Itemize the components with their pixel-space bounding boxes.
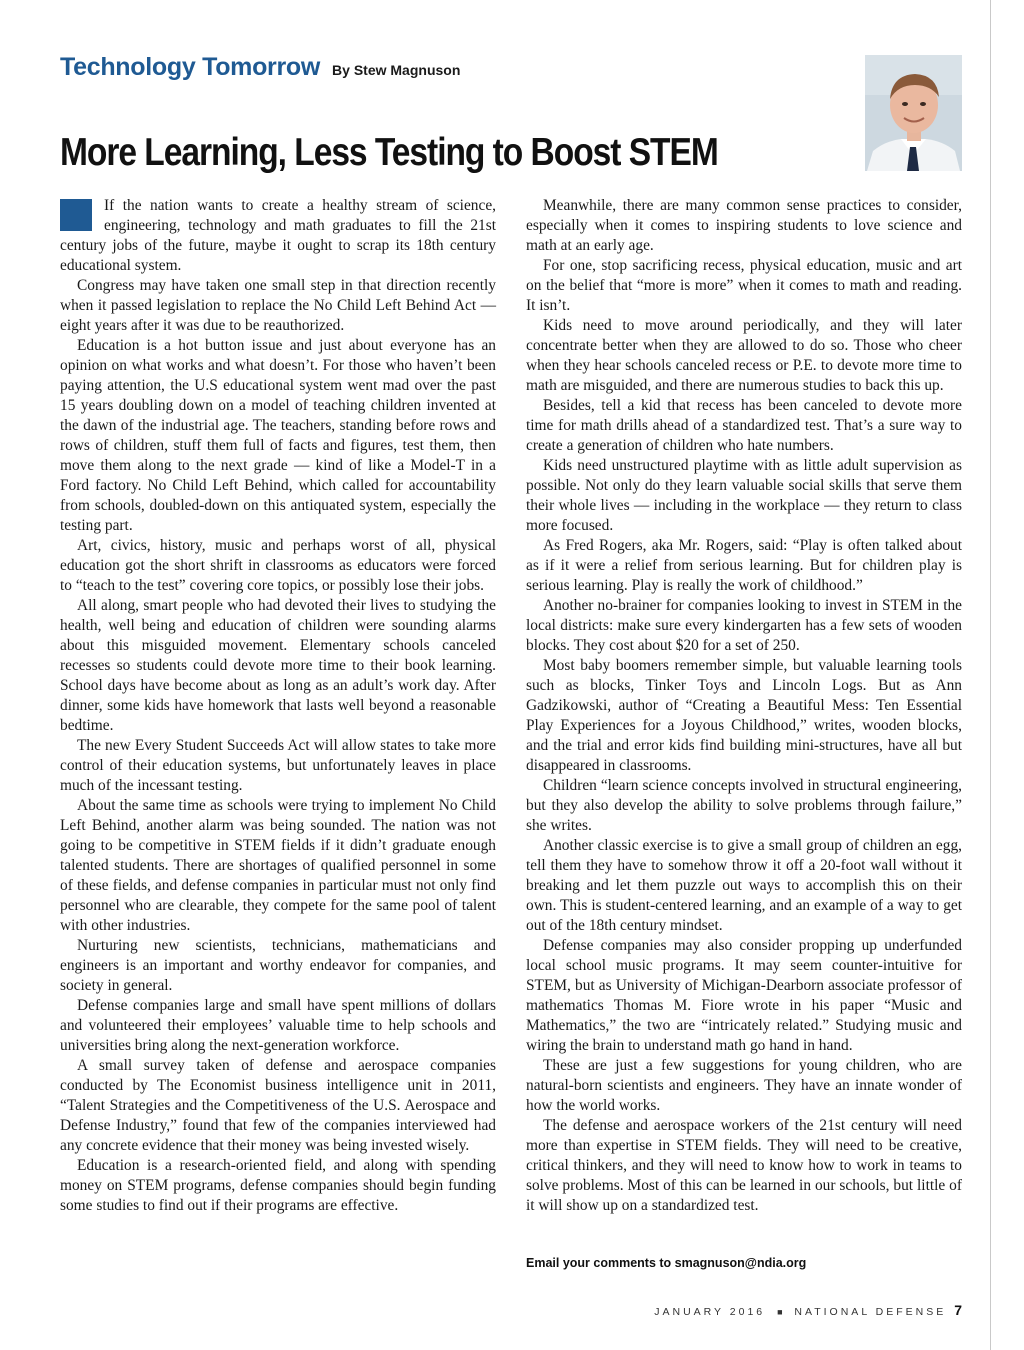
article-paragraph: Besides, tell a kid that recess has been canceled to devote more time for math drills ahead of a standardized test. That’s a sure way to create a generation of children who hate numbers. [526, 397, 962, 454]
article-paragraph: About the same time as schools were trying to implement No Child Left Behind, another alarm was being sounded. The nation was not going to be competitive in STEM fields if it didn’t graduate enough talented students. There are shortages of qualified personnel in some of these fields, and defense companies in particular must not only find personnel who are clearable, they compete for the same pool of talent with other industries. [60, 797, 496, 934]
article-paragraph: Education is a research-oriented field, and along with spending money on STEM programs, defense companies should begin funding some studies to find out if their programs are effective. [60, 1157, 496, 1214]
article-paragraph: Another no-brainer for companies looking to invest in STEM in the local districts: make sure every kindergarten has a few sets of wooden blocks. They cost about $20 for a set of 250. [526, 597, 962, 654]
article-paragraph: Kids need to move around periodically, and they will later concentrate better when they are allowed to do so. Those who cheer when they hear schools canceled recess or P.E. to devote more time to math are misguided, and there are numerous studies to back this up. [526, 317, 962, 394]
article-paragraph: Nurturing new scientists, technicians, mathematicians and engineers is an important and worthy endeavor for companies, and society in general. [60, 937, 496, 994]
issue-date: JANUARY 2016 [654, 1306, 766, 1318]
article-paragraph: These are just a few suggestions for young children, who are natural-born scientists and engineers. They have an innate wonder of how the world works. [526, 1057, 962, 1114]
article-paragraph: A small survey taken of defense and aerospace companies conducted by The Economist business intelligence unit in 2011, “Talent Strategies and the Competitiveness of the U.S. Aerospace and Defense Industry,” found that few of the companies interviewed had any concrete evidence that their money was being invested wisely. [60, 1057, 496, 1154]
article-paragraph: The new Every Student Succeeds Act will allow states to take more control of their education systems, but unfortunately leaves in place much of the incessant testing. [60, 737, 496, 794]
article-paragraph: The defense and aerospace workers of the 21st century will need more than expertise in STEM fields. They will need to be creative, critical thinkers, and they will need to know how to work in teams to solve problems. Most of this can be learned in our schools, but little of it will show up on a standardized test. [526, 1117, 962, 1214]
article-paragraph: Children “learn science concepts involved in structural engineering, but they also develop the ability to solve problems through failure,” she writes. [526, 777, 962, 834]
page-number: 7 [954, 1302, 962, 1318]
article-paragraph: Education is a hot button issue and just about everyone has an opinion on what works and what doesn’t. For those who haven’t been paying attention, the U.S educational system went mad over the past 15 years doubling down on a model of teaching children invented at the dawn of the industrial age. The teachers, standing before rows and rows of children, stuff them full of facts and figures, test them, then move them along to the next grade — kind of like a Model-T in a Ford factory. No Child Left Behind, which called for accountability from schools, doubled-down on this antiquated system, especially the testing part. [60, 337, 496, 534]
article-paragraph: Kids need unstructured playtime with as little adult supervision as possible. Not only do they learn valuable social skills that serve them their whole lives — including in the workplace — they return to class more focused. [526, 457, 962, 534]
author-photo [865, 55, 962, 171]
article-paragraph: Art, civics, history, music and perhaps worst of all, physical education got the short shrift in classrooms as educators were forced to “teach to the test” covering core topics, or possibly lose their jobs. [60, 537, 496, 594]
article-paragraph: Meanwhile, there are many common sense practices to consider, especially when it comes to inspiring students to love science and math at an early age. [526, 197, 962, 254]
article-column-right [526, 196, 962, 1216]
article-paragraph: Defense companies may also consider propping up underfunded local school music programs. It may seem counter-intuitive for STEM, but as University of Michigan-Dearborn associate professor of mathematics Thomas M. Fiore wrote in his paper “Music and Mathematics,” the two are “intricately related.” Studying music and wiring the brain to understand math go hand in hand. [526, 937, 962, 1054]
article-paragraph: If the nation wants to create a healthy stream of science, engineering, technology and math graduates to fill the 21st century jobs of the future, maybe it ought to scrap its 18th century educational system. [60, 197, 496, 274]
article-paragraph: Congress may have taken one small step in that direction recently when it passed legislation to replace the No Child Left Behind Act — eight years after it was due to be reauthorized. [60, 277, 496, 334]
article-paragraph: As Fred Rogers, aka Mr. Rogers, said: “Play is often talked about as if it were a relief from serious learning. But for children play is serious learning. Play is really the work of childhood.” [526, 537, 962, 594]
page-footer [654, 1302, 962, 1318]
article-paragraph: All along, smart people who had devoted their lives to studying the health, well being and education of children were sounding alarms about this misguided movement. Elementary schools canceled recesses so students could devote more time to their book learning. School days have become about as long as an adult’s work day. After dinner, some kids have homework that lasts well beyond a reasonable bedtime. [60, 597, 496, 734]
page-edge-line [990, 0, 991, 1350]
article-paragraph: Most baby boomers remember simple, but valuable learning tools such as blocks, Tinker Toys and Lincoln Logs. But as Ann Gadzikowski, author of “Creating a Beautiful Mess: Ten Essential Play Experiences for a Joyous Childhood,” writes, wooden blocks, and the trial and error kids find building mini-structures, have all but disappeared in classrooms. [526, 657, 962, 774]
article-column-left [60, 196, 496, 1216]
column-header [60, 53, 460, 82]
author-byline: By Stew Magnuson [332, 62, 461, 78]
email-comments-line: Email your comments to smagnuson@ndia.org [526, 1256, 807, 1270]
article-paragraph: Defense companies large and small have spent millions of dollars and volunteered their employees’ valuable time to help schools and universities bring along the next-generation workforce. [60, 997, 496, 1054]
footer-separator: ■ [777, 1307, 783, 1317]
drop-cap-square [60, 199, 92, 231]
article-paragraph: Another classic exercise is to give a small group of children an egg, tell them they have to somehow throw it off a 20-foot wall without it breaking and let them puzzle out ways to accomplish this on their own. This is student-centered learning, and an example of a way to get out of the 18th century mindset. [526, 837, 962, 934]
column-name: Technology Tomorrow [60, 53, 321, 81]
article-headline: More Learning, Less Testing to Boost STEM [60, 131, 718, 174]
article-paragraph: For one, stop sacrificing recess, physical education, music and art on the belief that “more is more” when it comes to math and reading. It isn’t. [526, 257, 962, 314]
publication-name: NATIONAL DEFENSE [794, 1306, 947, 1318]
